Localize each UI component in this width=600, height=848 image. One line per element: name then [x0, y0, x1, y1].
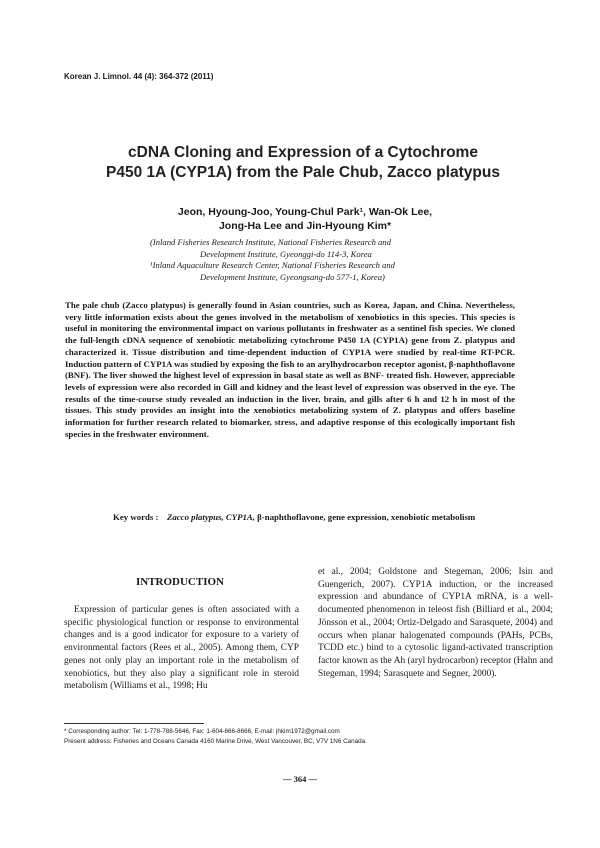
authors-line-1: Jeon, Hyoung-Joo, Young-Chul Park¹, Wan-Ok Lee, [177, 206, 433, 218]
title-line-2: P450 1A (CYP1A) from the Pale Chub, Zacco platypus [106, 164, 500, 181]
affiliations [150, 237, 480, 283]
abstract: The pale chub (Zacco platypus) is generally found in Asian countries, such as Korea, Japan, and China. Nevertheless, very little information exists about the genes involved in the metabolism of xenobiotics in this species. This species is useful in monitoring the environmental impact on various pollutants in freshwater as a sentinel fish species. We cloned the full-length cDNA sequence of xenobiotic metabolizing cytochrome P450 1A (CYP1A) gene from Z. platypus and characterized it. Tissue distribution and time-dependent induction of CYP1A were studied by real-time RT-PCR. Induction pattern of CYP1A was studied by exposing the fish to an arylhydrocarbon receptor agonist, β-naphthoflavone (BNF). The liver showed the highest level of expression in basal state as well as BNF- treated fish. However, appreciable levels of expression were also recorded in Gill and kidney and the least level of expression was observed in the eye. The results of the time-course study revealed an induction in the liver, brain, and gills after 6 h and 12 h in most of the tissues. This study provides an insight into the xenobiotics metabolizing system of Z. platypus and offers baseline information for further research related to biomarker, stress, and adaptive response of this ecologically important fish species in the freshwater environment. [65, 300, 515, 439]
page-number: — 364 — [283, 774, 317, 784]
section-heading-introduction: INTRODUCTION [135, 576, 224, 588]
affiliation-2-line-1: ¹Inland Aquaculture Research Center, National Fisheries Research and [150, 260, 395, 271]
journal-header: Korean J. Limnol. 44 (4): 364-372 (2011) [64, 72, 214, 81]
keywords [113, 511, 523, 523]
keywords-list [167, 511, 523, 523]
footnote-corresponding-author: * Corresponding author: Tel: 1-778-788-5646, Fax: 1-604-666-8666, E-mail: jhkim1972@gmail.com [64, 728, 340, 735]
affiliation-2-line-2: Development Institute, Gyeongsang-do 577-1, Korea) [200, 271, 385, 282]
introduction-left-column: Expression of particular genes is often associated with a specific physiological function or response to environmental changes and is a good indicator for exposure to a variety of environmental factors (Rees et al., 2005). Among them, CYP genes not only play an important role in the metabolism of xenobiotics, but they also play a significant role in steroid metabolism (Williams et al., 1998; Hu [64, 605, 299, 692]
introduction-right-column: et al., 2004; Goldstone and Stegeman, 2006; Isin and Guengerich, 2007). CYP1A induction, or the increased expression and abundance of CYP1A mRNA, is a well-documented phenomenon in teleost fish (Billiard et al., 2004; Jönsson et al., 2004; Ortiz-Delgado and Sarasquete, 2004) and occurs when planar halogenated compounds (PAHs, PCBs, TCDD etc.) bind to a cytosolic ligand-activated transcription factor known as the Ah (aryl hydrocarbon) receptor (Hahn and Stegeman, 1994; Sarasquete and Segner, 2000). [318, 567, 553, 679]
authors-line-2: Jong-Ha Lee and Jin-Hyoung Kim* [218, 220, 392, 232]
affiliation-1-line-2: Development Institute, Gyeonggi-do 114-3, Korea [200, 248, 372, 259]
affiliation-1-line-1: (Inland Fisheries Research Institute, National Fisheries Research and [150, 237, 391, 247]
paper-title [60, 143, 546, 183]
keywords-label: Key words : [113, 512, 159, 522]
author-list [150, 205, 460, 233]
keywords-italic: Zacco platypus, CYP1A, [167, 512, 255, 522]
keywords-rest: β-naphthoflavone, gene expression, xenobiotic metabolism [254, 512, 476, 522]
footnote-divider [64, 723, 204, 724]
title-line-1: cDNA Cloning and Expression of a Cytochrome [128, 144, 478, 161]
footnote-present-address: Present address: Fisheries and Oceans Canada 4160 Marine Drive, West Vancouver, BC, V7V 1N6 Canada. [64, 738, 367, 745]
